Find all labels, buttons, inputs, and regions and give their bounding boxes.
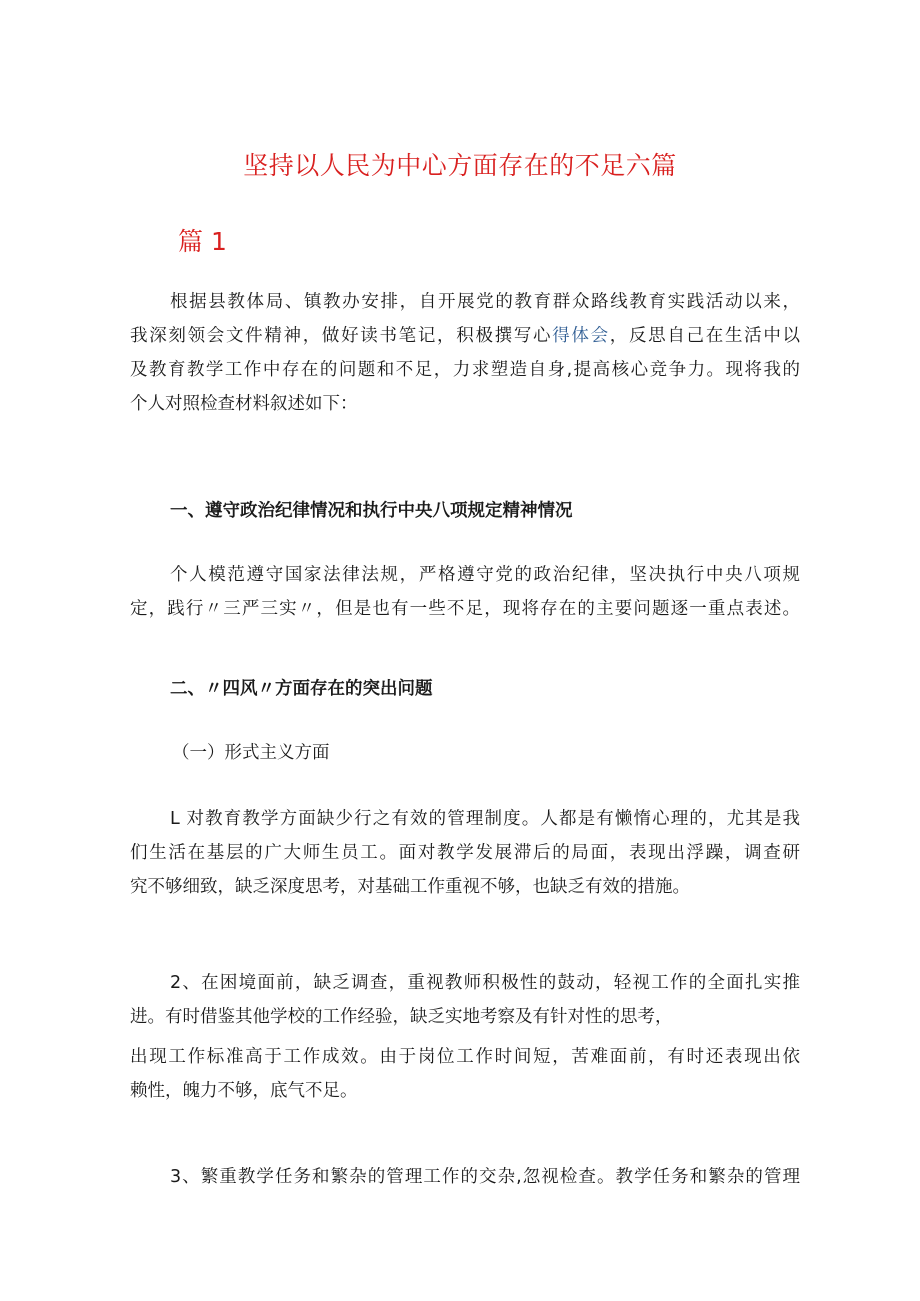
- text-line: 进。有时借鉴其他学校的工作经验，缺乏实地考察及有针对性的思考，: [130, 1007, 673, 1027]
- paragraph-4: [130, 1160, 800, 1194]
- paragraph-3: [130, 966, 800, 1108]
- paragraph-2: [130, 802, 800, 904]
- text-line: 及教育教学工作中存在的问题和不足，力求塑造自身,提高核心竞争力。现将我的: [130, 360, 800, 380]
- text-line: 2、在困境面前，缺乏调查，重视教师积极性的鼓动，轻视工作的全面扎实推: [170, 973, 800, 993]
- subheading-1: （一）形式主义方面: [172, 743, 330, 763]
- text-line: 们生活在基层的广大师生员工。面对教学发展滞后的局面，表现出浮躁，调查研: [130, 843, 800, 863]
- section-heading: 篇 1: [178, 227, 227, 256]
- heading-1: 一、遵守政治纪律情况和执行中央八项规定精神情况: [170, 501, 573, 521]
- text-line: L 对教育教学方面缺少行之有效的管理制度。人都是有懒惰心理的，尤其是我: [170, 809, 800, 829]
- text-line: 定，践行〃三严三实〃，但是也有一些不足，现将存在的主要问题逐一重点表述。: [130, 599, 800, 619]
- paragraph-1: [130, 558, 800, 626]
- intro-paragraph: [130, 285, 800, 421]
- text-segment: 我深刻领会文件精神，做好读书笔记，积极撰写心: [130, 326, 553, 346]
- text-line: 3、繁重教学任务和繁杂的管理工作的交杂,忽视检查。教学任务和繁杂的管理: [170, 1167, 800, 1187]
- text-line: 究不够细致，缺乏深度思考，对基础工作重视不够，也缺乏有效的措施。: [130, 877, 690, 897]
- inline-link[interactable]: 得体会: [552, 326, 610, 346]
- text-line: 个人模范遵守国家法律法规，严格遵守党的政治纪律，坚决执行中央八项规: [170, 565, 800, 585]
- heading-2: 二、〃四风〃方面存在的突出问题: [170, 679, 433, 699]
- document-title: 坚持以人民为中心方面存在的不足六篇: [243, 151, 677, 180]
- text-line: 个人对照检查材料叙述如下：: [130, 394, 358, 414]
- text-line: [130, 319, 800, 353]
- text-line: 根据县教体局、镇教办安排，自开展党的教育群众路线教育实践活动以来，: [170, 292, 800, 312]
- text-line: 赖性，魄力不够，底气不足。: [130, 1081, 358, 1101]
- text-segment: ，反思自己在生活中以: [609, 326, 801, 346]
- text-line: 出现工作标准高于工作成效。由于岗位工作时间短，苦难面前，有时还表现出依: [130, 1047, 800, 1067]
